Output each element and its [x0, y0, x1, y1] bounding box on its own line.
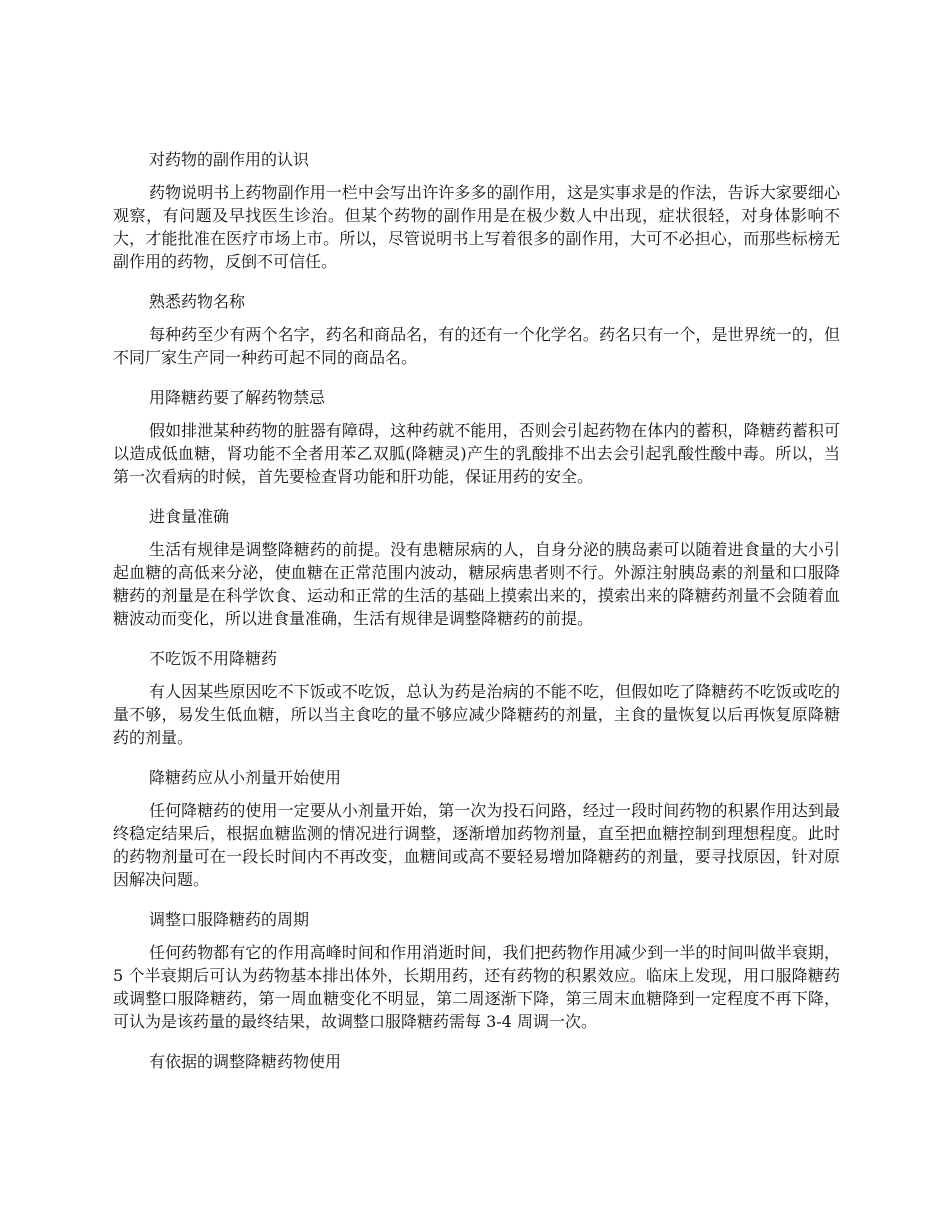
document-page: [113, 148, 840, 1083]
section-paragraph: 任何降糖药的使用一定要从小剂量开始，第一次为投石问路，经过一段时间药物的积累作用达到最终稳定结果后，根据血糖监测的情况进行调整，逐渐增加药物剂量，直至把血糖控制到理想程度。此时的药物剂量可在一段长时间内不再改变，血糖间或高不要轻易增加降糖药的剂量，要寻找原因，针对原因解决问题。: [113, 801, 840, 889]
section-heading: 不吃饭不用降糖药: [149, 649, 278, 668]
section-paragraph: 每种药至少有两个名字，药名和商品名，有的还有一个化学名。药名只有一个，是世界统一的，但不同厂家生产同一种药可起不同的商品名。: [113, 325, 840, 367]
section-paragraph: 生活有规律是调整降糖药的前提。没有患糖尿病的人，自身分泌的胰岛素可以随着进食量的大小引起血糖的高低来分泌，使血糖在正常范围内波动，糖尿病患者则不行。外源注射胰岛素的剂量和口服降糖药的剂量是在科学饮食、运动和正常的生活的基础上摸索出来的，摸索出来的降糖药剂量不会随着血糖波动而变化，所以进食量准确，生活有规律是调整降糖药的前提。: [113, 540, 840, 628]
section-paragraph: 有人因某些原因吃不下饭或不吃饭，总认为药是治病的不能不吃，但假如吃了降糖药不吃饭或吃的量不够，易发生低血糖，所以当主食吃的量不够应减少降糖药的剂量，主食的量恢复以后再恢复原降糖药的剂量。: [113, 682, 840, 747]
section-heading: 进食量准确: [149, 507, 230, 526]
section-heading: 对药物的副作用的认识: [149, 150, 310, 169]
section-heading: 有依据的调整降糖药物使用: [149, 1052, 342, 1071]
section-paragraph: 任何药物都有它的作用高峰时间和作用消逝时间，我们把药物作用减少到一半的时间叫做半衰期，5 个半衰期后可认为药物基本排出体外，长期用药，还有药物的积累效应。临床上发现，用口服降糖药或调整口服降糖药，第一周血糖变化不明显，第二周逐渐下降，第三周末血糖降到一定程度不再下降，可认为是该药量的最终结果，故调整口服降糖药需每 3-4 周调一次。: [113, 943, 840, 1031]
section-paragraph: 假如排泄某种药物的脏器有障碍，这种药就不能用，否则会引起药物在体内的蓄积，降糖药蓄积可以造成低血糖，肾功能不全者用苯乙双胍(降糖灵)产生的乳酸排不出去会引起乳酸性酸中毒。所以，当第一次看病的时候，首先要检查肾功能和肝功能，保证用药的安全。: [113, 421, 840, 486]
section-heading: 调整口服降糖药的周期: [149, 910, 310, 929]
section-heading: 用降糖药要了解药物禁忌: [149, 388, 326, 407]
section-heading: 熟悉药物名称: [149, 292, 246, 311]
section-paragraph: 药物说明书上药物副作用一栏中会写出许许多多的副作用，这是实事求是的作法，告诉大家要细心观察，有问题及早找医生诊治。但某个药物的副作用是在极少数人中出现，症状很轻，对身体影响不大，才能批准在医疗市场上市。所以，尽管说明书上写着很多的副作用，大可不必担心，而那些标榜无副作用的药物，反倒不可信任。: [113, 183, 840, 271]
section-heading: 降糖药应从小剂量开始使用: [149, 768, 342, 787]
